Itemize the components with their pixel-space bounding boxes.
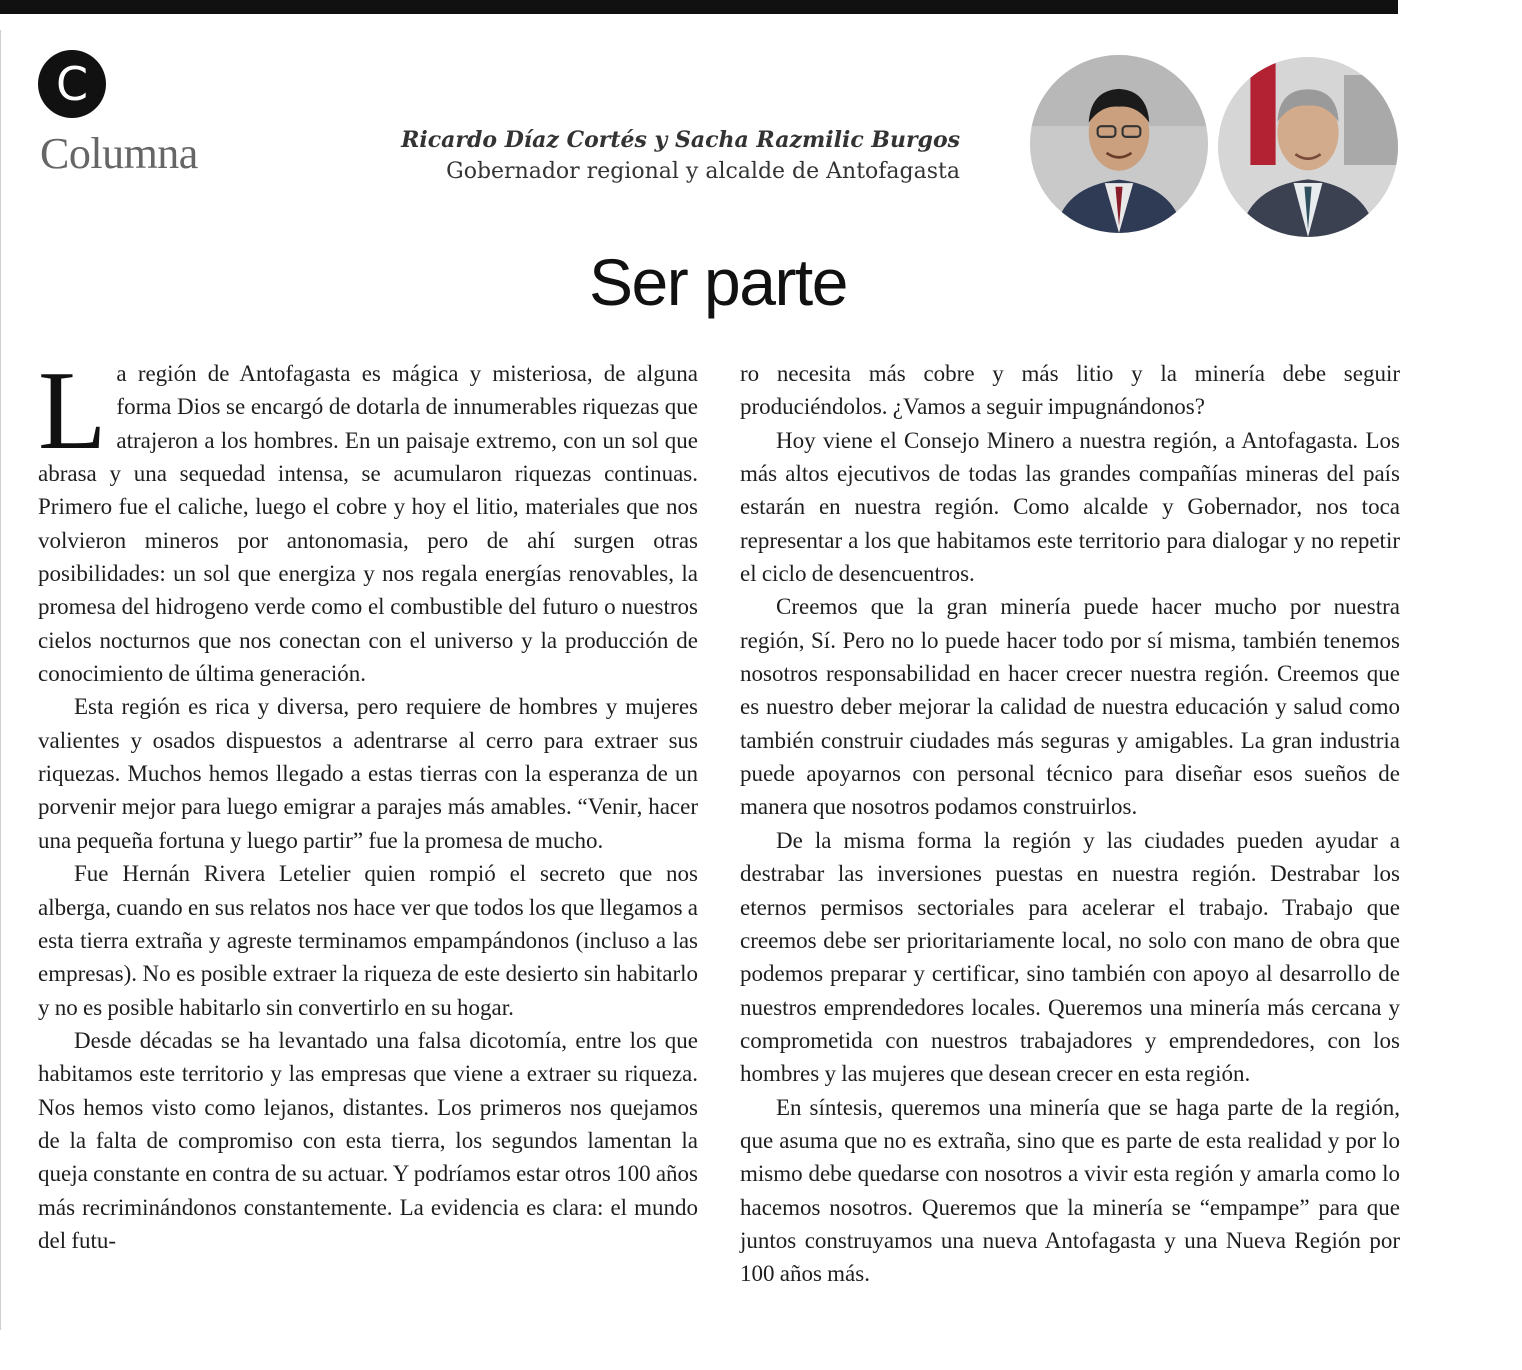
paragraph-1-text: a región de Antofagasta es mágica y misteriosa, de alguna forma Dios se encargó de dotarla de innumerables riquezas que atrajeron a los hombres. En un paisaje extremo, con un sol que abrasa y una sequedad intensa, se acumularon riquezas continuas. Primero fue el caliche, luego el cobre y hoy el litio, materiales que nos volvieron mineros por antonomasia, pero de ahí surgen otras posibilidades: un sol que energiza y nos regala energías renovables, la promesa del hidrogeno verde como el combustible del futuro o nuestros cielos nocturnos que nos conectan con el universo y la producción de conocimiento de última generación.	[38, 361, 698, 687]
byline-role: Gobernador regional y alcalde de Antofagasta	[446, 159, 960, 184]
paragraph-1	[38, 349, 698, 690]
article-column-1	[38, 349, 698, 1257]
byline-authors: Ricardo Díaz Cortés y Sacha Razmilic Burgos	[401, 127, 960, 153]
paragraph-7: Creemos que la gran minería puede hacer mucho por nuestra región, Sí. Pero no lo puede hacer todo por sí misma, también tenemos nosotros responsabilidad en hacer crecer nuestra región. Creemos que es nuestro deber mejorar la calidad de nuestra educación y salud como también construir ciudades más seguras y amigables. La gran industria puede apoyarnos con personal técnico para diseñar esos sueños de manera que nosotros podamos construirlos.	[740, 594, 1400, 820]
portrait-illustration-2	[1218, 57, 1398, 237]
paragraph-8: De la misma forma la región y las ciudades pueden ayudar a destrabar las inversiones puestas en nuestra región. Destrabar los eternos permisos sectoriales para acelerar el trabajo. Trabajo que creemos debe ser prioritariamente local, no solo con mano de obra que podemos preparar y certificar, sino también con apoyo al desarrollo de nuestros emprendedores locales. Queremos una minería más cercana y comprometida con nuestros trabajadores y emprendedores, con los hombres y las mujeres que desean crecer en esta región.	[740, 827, 1400, 1087]
section-badge-letter: C	[55, 57, 89, 111]
top-rule	[0, 0, 1398, 14]
headline: Ser parte	[589, 245, 847, 319]
section-badge	[38, 50, 106, 118]
drop-cap: L	[38, 349, 107, 473]
paragraph-2: Esta región es rica y diversa, pero requiere de hombres y mujeres valientes y osados dispuestos a adentrarse al cerro para extraer sus riquezas. Muchos hemos llegado a estas tierras con la esperanza de un porvenir mejor para luego emigrar a parajes más amables. “Venir, hacer una pequeña fortuna y luego partir” fue la promesa de mucho.	[38, 694, 698, 853]
author-photo-1	[1030, 55, 1208, 233]
author-photo-2	[1218, 57, 1398, 237]
article-column-2	[740, 357, 1400, 1291]
paragraph-9: En síntesis, queremos una minería que se haga parte de la región, que asuma que no es extraña, sino que es parte de esta realidad y por lo mismo debe quedarse con nosotros a vivir esta región y amarla como lo hacemos nosotros. Queremos que la minería se “empampe” para que juntos construyamos una nueva Antofagasta y una Nueva Región por 100 años más.	[740, 1094, 1400, 1287]
portrait-illustration-1	[1030, 55, 1208, 233]
paragraph-4: Desde décadas se ha levantado una falsa dicotomía, entre los que habitamos este territorio y las empresas que viene a extraer su riqueza. Nos hemos visto como lejanos, distantes. Los primeros nos quejamos de la falta de compromiso con esta tierra, los segundos lamentan la queja constante en contra de su actuar. Y podríamos estar otros 100 años más recriminándonos constantemente. La evidencia es clara: el mundo del futu-	[38, 1027, 698, 1253]
left-margin-rule	[0, 30, 1, 1330]
paragraph-3: Fue Hernán Rivera Letelier quien rompió el secreto que nos alberga, cuando en sus relatos nos hace ver que todos los que llegamos a esta tierra extraña y agreste terminamos empampándonos (incluso a las empresas). No es posible extraer la riqueza de este desierto sin habitarlo y no es posible habitarlo sin convertirlo en su hogar.	[38, 861, 698, 1020]
paragraph-6: Hoy viene el Consejo Minero a nuestra región, a Antofagasta. Los más altos ejecutivos de todas las grandes compañías mineras del país estarán en nuestra región. Como alcalde y Gobernador, nos toca representar a los que habitamos este territorio para dialogar y no repetir el ciclo de desencuentros.	[740, 427, 1400, 587]
byline	[401, 124, 960, 188]
paragraph-5: ro necesita más cobre y más litio y la minería debe seguir produciéndolos. ¿Vamos a seguir impugnándonos?	[740, 361, 1400, 420]
section-label: Columna	[40, 129, 198, 178]
